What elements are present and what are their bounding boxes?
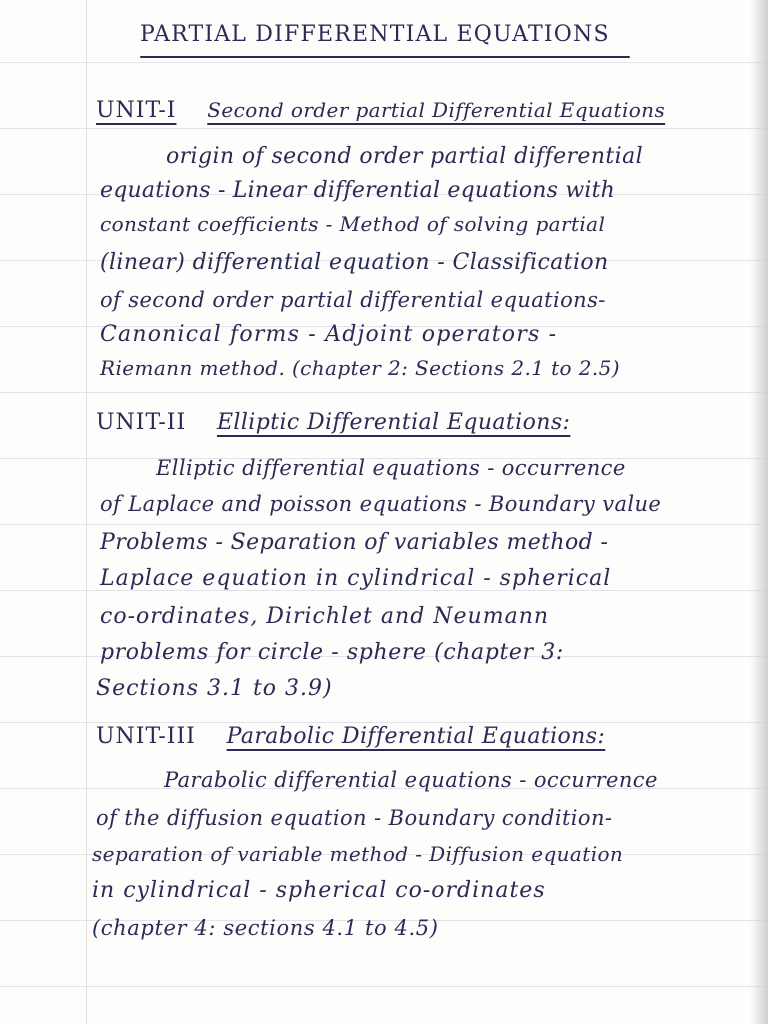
unit-2-line: Elliptic differential equations - occurrence [156,456,626,480]
ruled-line [0,524,768,525]
unit-3-line: (chapter 4: sections 4.1 to 4.5) [92,916,439,940]
unit-3-line: Parabolic differential equations - occurrence [164,768,658,792]
unit-2-line: Problems - Separation of variables method - [100,530,609,555]
page-edge-shadow [750,0,768,1024]
ruled-line [0,392,768,393]
unit-2-line: of Laplace and poisson equations - Boundary value [100,492,662,516]
ruled-line [0,722,768,723]
page-title: PARTIAL DIFFERENTIAL EQUATIONS [140,22,610,47]
ruled-line [0,986,768,987]
ruled-line [0,128,768,129]
unit-2-line: co-ordinates, Dirichlet and Neumann [100,604,550,629]
unit-1-line: Riemann method. (chapter 2: Sections 2.1 to 2.5) [100,356,620,380]
unit-2-heading: Elliptic Differential Equations: [216,410,571,435]
unit-2-line: Sections 3.1 to 3.9) [96,676,333,701]
unit-1-heading: Second order partial Differential Equations [207,98,666,122]
unit-3-line: in cylindrical - spherical co-ordinates [92,878,546,903]
ruled-line [0,62,768,63]
unit-1-line: of second order partial differential equations- [100,288,606,312]
margin-line [86,0,87,1024]
unit-3-heading: Parabolic Differential Equations: [226,724,606,749]
unit-2-header [96,410,570,435]
unit-1-line: Canonical forms - Adjoint operators - [100,322,558,347]
unit-1-line: equations - Linear differential equations with [100,178,616,203]
unit-3-header [96,724,605,749]
unit-1-line: origin of second order partial differential [166,144,644,169]
unit-1-line: (linear) differential equation - Classification [100,250,609,275]
title-underline [140,56,630,58]
unit-2-label: UNIT-II [96,410,187,435]
unit-3-line: of the diffusion equation - Boundary condition- [96,806,613,830]
unit-1-label: UNIT-I [96,98,177,123]
unit-3-label: UNIT-III [96,724,196,749]
unit-1-header [96,98,665,123]
unit-2-line: problems for circle - sphere (chapter 3: [100,640,564,665]
unit-2-line: Laplace equation in cylindrical - spherical [100,566,612,591]
unit-3-line: separation of variable method - Diffusion equation [92,842,624,866]
unit-1-line: constant coefficients - Method of solving partial [100,212,606,236]
